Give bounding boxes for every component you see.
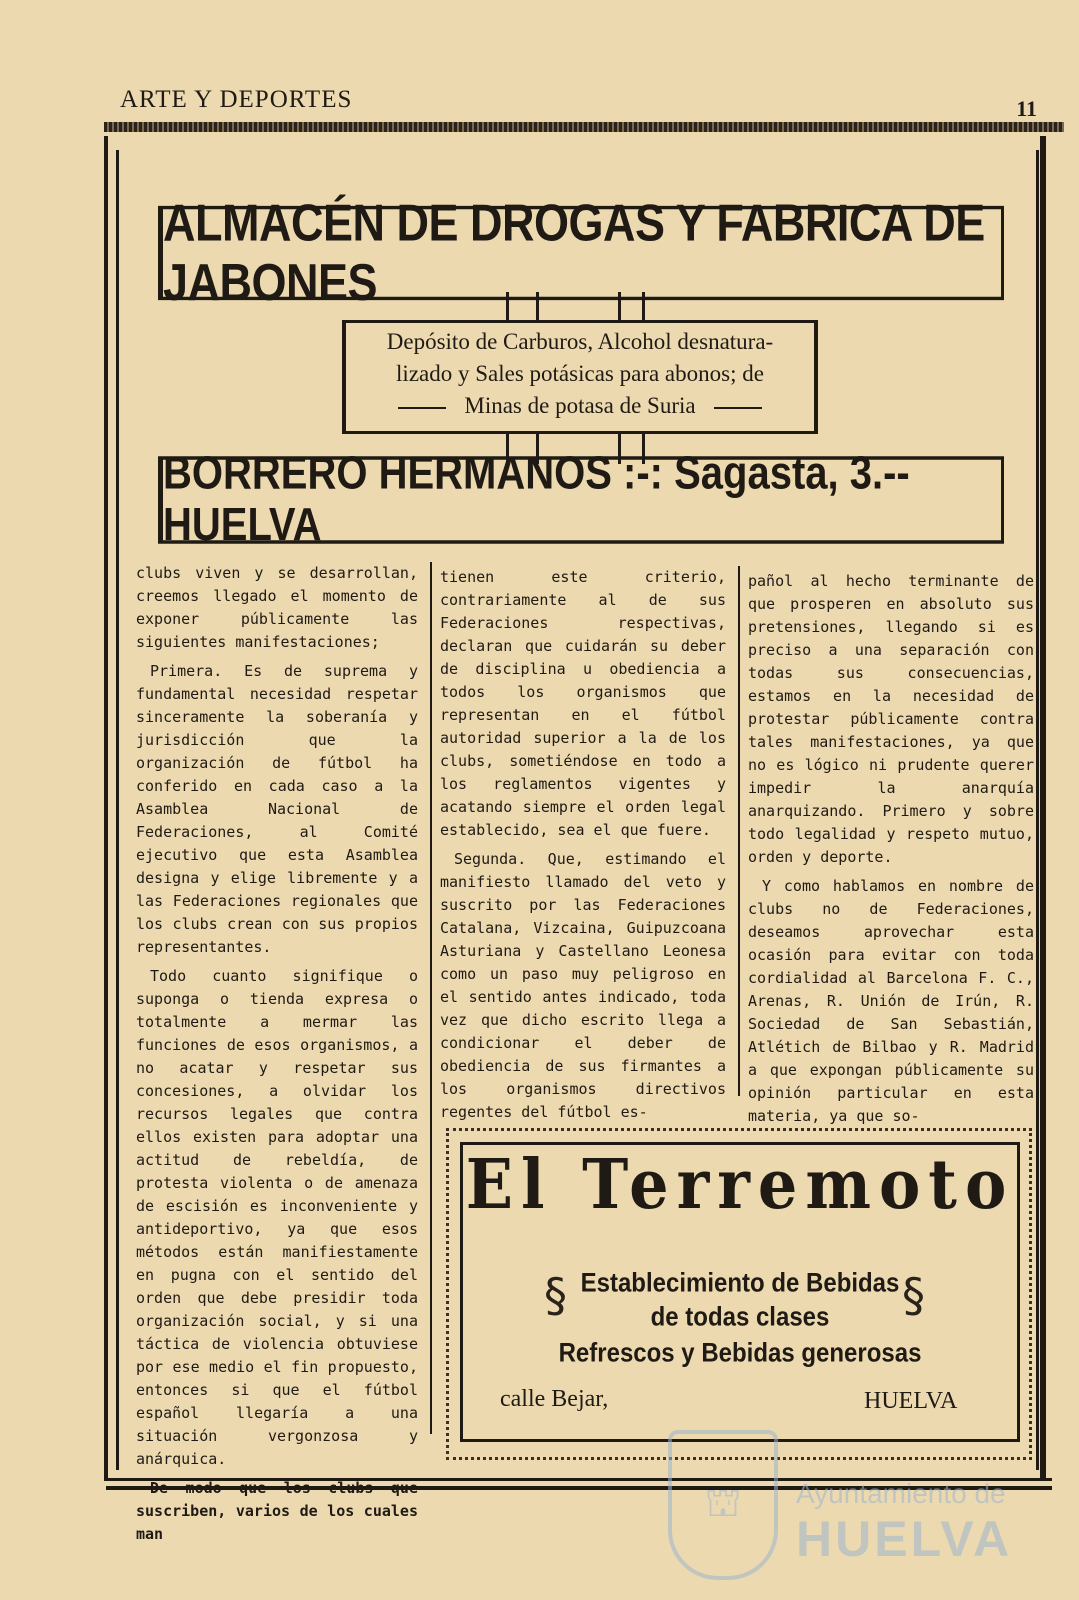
article-paragraph: clubs viven y se desarrollan, creemos llegado el momento de exponer públicamente las siguientes manifestaciones; <box>136 564 418 651</box>
article-paragraph: Primera. Es de suprema y fundamental necesidad respetar sinceramente la soberanía y jurisdicción que la organización de fútbol ha conferido en cada caso a la Asamblea Nacional de Federaciones, al Comité ejecutivo que esta Asamblea designa y elige libremente y a las Federaciones regionales que los clubs crean con sus propios representantes. <box>136 662 418 956</box>
column-divider-2 <box>738 566 740 1096</box>
dash-right <box>714 407 762 409</box>
article-paragraph: Todo cuanto signifique o suponga o tienda expresa o totalmente a mermar las funciones de esos organismos, a no acatar y respetar sus concesiones, a olvidar los recursos legales que contra ellos existen para adoptar una actitud de rebeldía, de protesta violenta o de amenaza de escisión es inconveniente y antideportivo, ya que esos métodos están manifiestamente en pugna con el sentido del orden que debe presidir toda organización social, y si una táctica de violencia obtuviese por ese medio el fin propuesto, entonces si que el fútbol español llegaría a una situación vergonzosa y anárquica. <box>136 967 418 1468</box>
ornament-right-icon: § <box>902 1268 925 1322</box>
ad-terremoto-title: El Terremoto <box>465 1144 1015 1225</box>
ad-desc-line-2: lizado y Sales potásicas para abonos; de <box>396 361 764 386</box>
watermark-line-2: HUELVA <box>796 1511 1013 1567</box>
ad-terremoto-street: calle Bejar, <box>500 1386 609 1412</box>
dash-left <box>398 407 446 409</box>
ad-desc-line-3: Minas de potasa de Suria <box>464 393 696 418</box>
ad-drogas-company: BORRERO HERMANOS :-: Sagasta, 3.--HUELVA <box>158 456 1004 543</box>
page-number: 11 <box>1016 96 1037 121</box>
article-paragraph: tienen este criterio, contrariamente al de sus Federaciones respectivas, declaran que cuidarán su deber de disciplina u obediencia a todos los organismos que representan en el fútbol autoridad superior a la de los clubs, sometiéndose en todo a los reglamentos vigentes y acatando siempre el orden legal establecido, sea el que fuere. <box>440 568 726 839</box>
article-column-3 <box>748 570 1034 1134</box>
article-column-2 <box>440 566 726 1130</box>
column-divider-1 <box>430 562 432 1434</box>
watermark-shield-icon: ⛫ <box>668 1430 778 1580</box>
article-paragraph: Y como hablamos en nombre de clubs no de Federaciones, deseamos aprovechar esta ocasión para evitar con toda cordialidad al Barcelona F. C., Arenas, R. Unión de Irún, R. Sociedad de San Sebastián, Atlétich de Bilbao y R. Madrid a que expongan públicamente su opinión particular en esta materia, ya que so- <box>748 877 1034 1125</box>
frame-inner-line-left <box>116 150 119 1470</box>
ad-connector-top <box>506 292 658 322</box>
ad-drogas-title: ALMACÉN DE DROGAS Y FABRICA DE JABONES <box>158 206 1004 300</box>
ad-terremoto-line-1: Establecimiento de Bebidas <box>580 1268 900 1299</box>
ad-terremoto-city: HUELVA <box>864 1388 958 1414</box>
article-paragraph: De modo que los clubs que suscriben, varios de los cuales man <box>136 1479 418 1543</box>
ad-drogas-description <box>342 320 818 434</box>
article-paragraph: Segunda. Que, estimando el manifiesto llamado del veto y suscrito por las Federaciones Catalana, Vizcaina, Guipuzcoana Asturiana y Castellano Leonesa como un paso muy peligroso en el sentido antes indicado, toda vez que dicho escrito llega a condicionar el deber de obediencia de sus firmantes a los organismos directivos regentes del fútbol es- <box>440 850 726 1121</box>
article-column-1 <box>136 562 418 1552</box>
page-header-title: ARTE Y DEPORTES <box>120 86 353 113</box>
watermark-line-1: Ayuntamiento de <box>796 1478 1006 1509</box>
header-rule <box>104 122 1064 132</box>
ad-terremoto-line-2: de todas clases <box>650 1302 830 1333</box>
ad-terremoto-line-3: Refrescos y Bebidas generosas <box>558 1338 922 1369</box>
ad-desc-line-1: Depósito de Carburos, Alcohol desnatura- <box>386 329 774 354</box>
frame-inner-line-right <box>1036 150 1039 1470</box>
ornament-left-icon: § <box>544 1268 567 1322</box>
article-paragraph: pañol al hecho terminante de que prosperen en absoluto sus pretensiones, llegando si es preciso a una separación con todas sus consecuencias, estamos en la necesidad de protestar públicamente contra tales manifestaciones, ya que no es lógico ni prudente querer impedir la anarquía anarquizando. Primero y sobre todo legalidad y respeto mutuo, orden y deporte. <box>748 572 1034 866</box>
